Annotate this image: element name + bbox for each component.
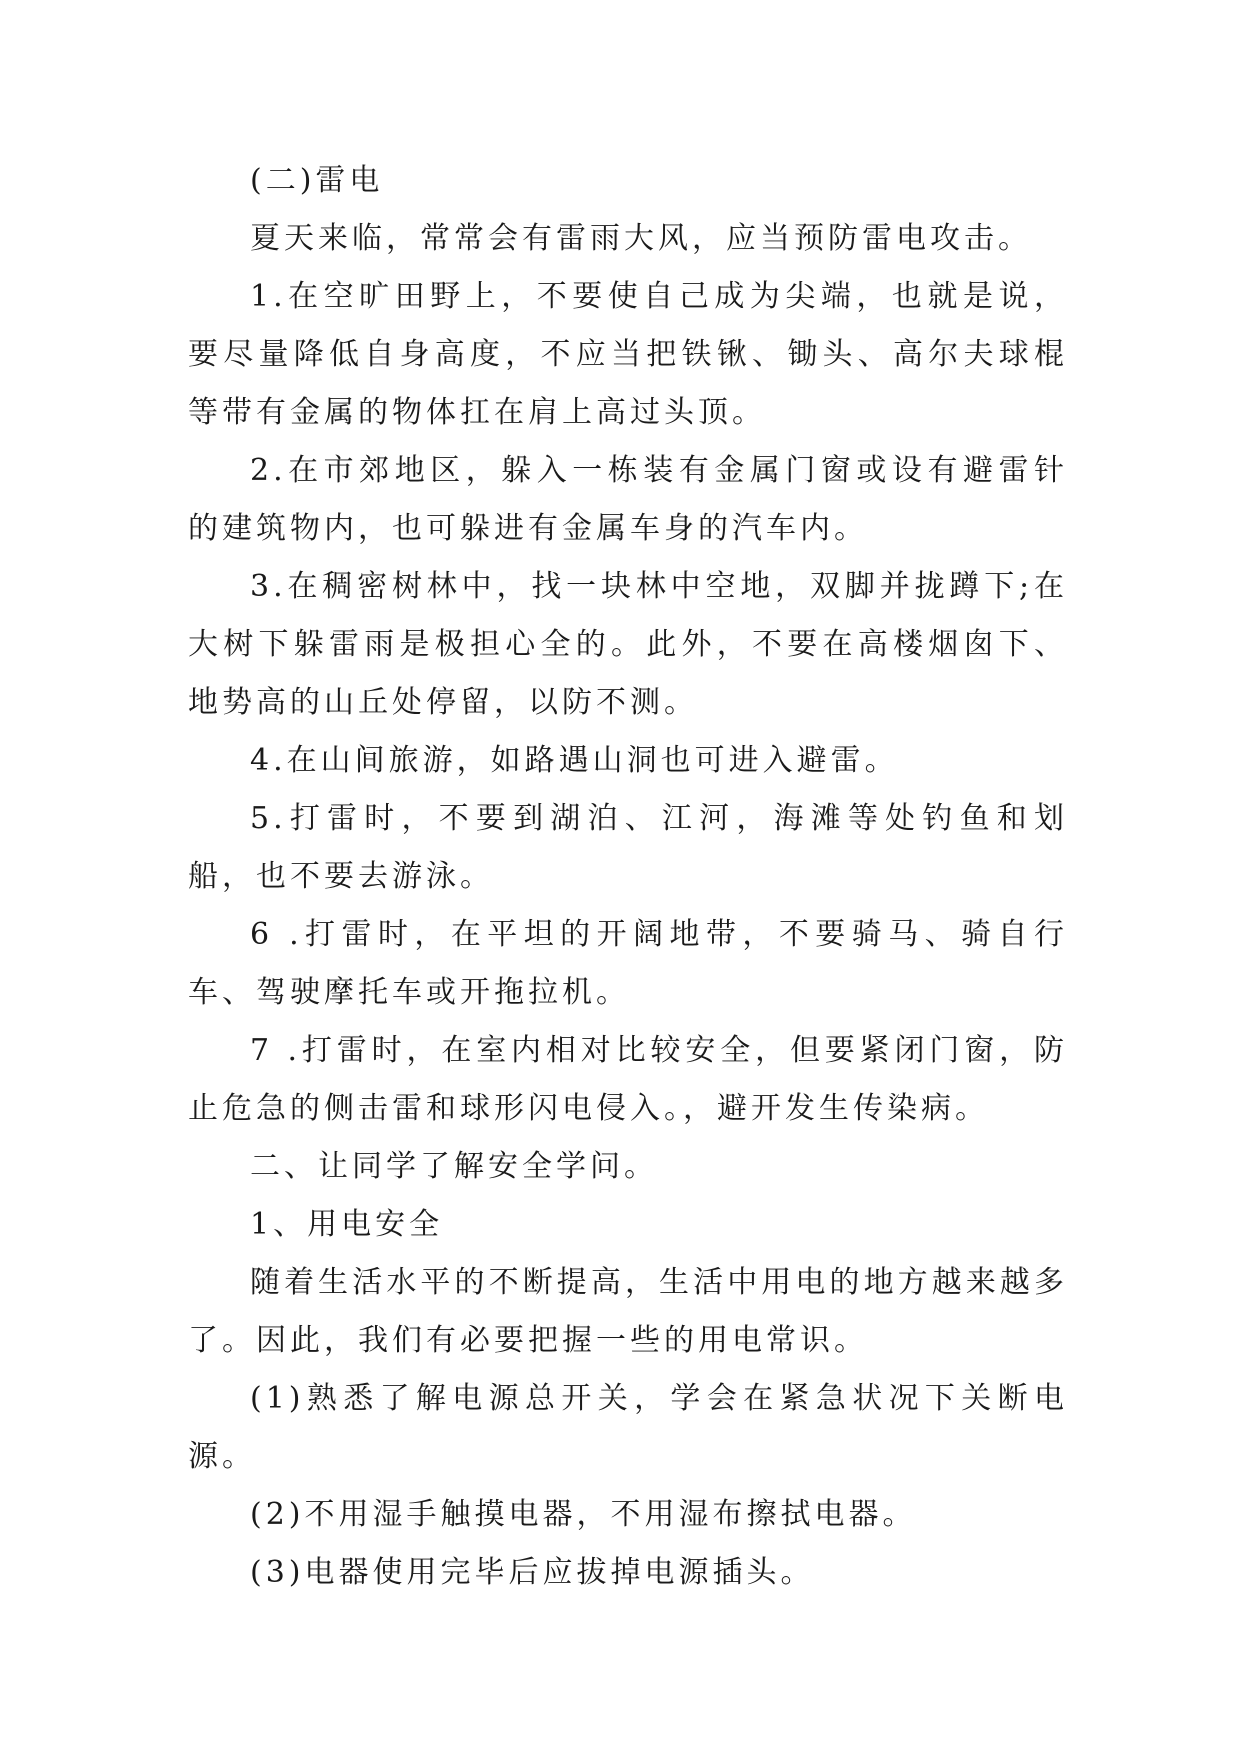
paragraph-intro: 夏天来临，常常会有雷雨大风，应当预防雷电攻击。 <box>250 221 1032 256</box>
list-item-5: 5.打雷时，不要到湖泊、江河，海滩等处钓鱼和划船，也不要去游泳。 <box>188 801 1068 894</box>
section-heading-safety-knowledge: 二、让同学了解安全学问。 <box>250 1149 658 1184</box>
list-item-1: 1.在空旷田野上，不要使自己成为尖端，也就是说，要尽量降低自身高度，不应当把铁锹、锄头、高尔夫球棍等带有金属的物体扛在肩上高过头顶。 <box>188 279 1068 430</box>
subsection-heading-electric-safety: 1、用电安全 <box>250 1207 444 1242</box>
electric-item-2: (2)不用湿手触摸电器，不用湿布擦拭电器。 <box>250 1497 917 1532</box>
electric-item-1: (1)熟悉了解电源总开关，学会在紧急状况下关断电源。 <box>188 1381 1068 1474</box>
list-item-7: 7 .打雷时，在室内相对比较安全，但要紧闭门窗，防止危急的侧击雷和球形闪电侵入。，避开发生传染病。 <box>188 1033 1068 1126</box>
document-body <box>188 152 1068 1602</box>
list-item-2: 2.在市郊地区，躲入一栋装有金属门窗或设有避雷针的建筑物内，也可躲进有金属车身的汽车内。 <box>188 453 1068 546</box>
list-item-3: 3.在稠密树林中，找一块林中空地，双脚并拢蹲下;在大树下躲雷雨是极担心全的。此外，不要在高楼烟囱下、地势高的山丘处停留，以防不测。 <box>188 569 1068 720</box>
paragraph-electric-intro: 随着生活水平的不断提高，生活中用电的地方越来越多了。因此，我们有必要把握一些的用电常识。 <box>188 1265 1068 1358</box>
list-item-4: 4.在山间旅游，如路遇山洞也可进入避雷。 <box>250 743 899 778</box>
list-item-6: 6 .打雷时，在平坦的开阔地带，不要骑马、骑自行车、驾驶摩托车或开拖拉机。 <box>188 917 1068 1010</box>
electric-item-3: (3)电器使用完毕后应拔掉电源插头。 <box>250 1555 815 1590</box>
section-heading-lightning: (二)雷电 <box>250 163 384 198</box>
